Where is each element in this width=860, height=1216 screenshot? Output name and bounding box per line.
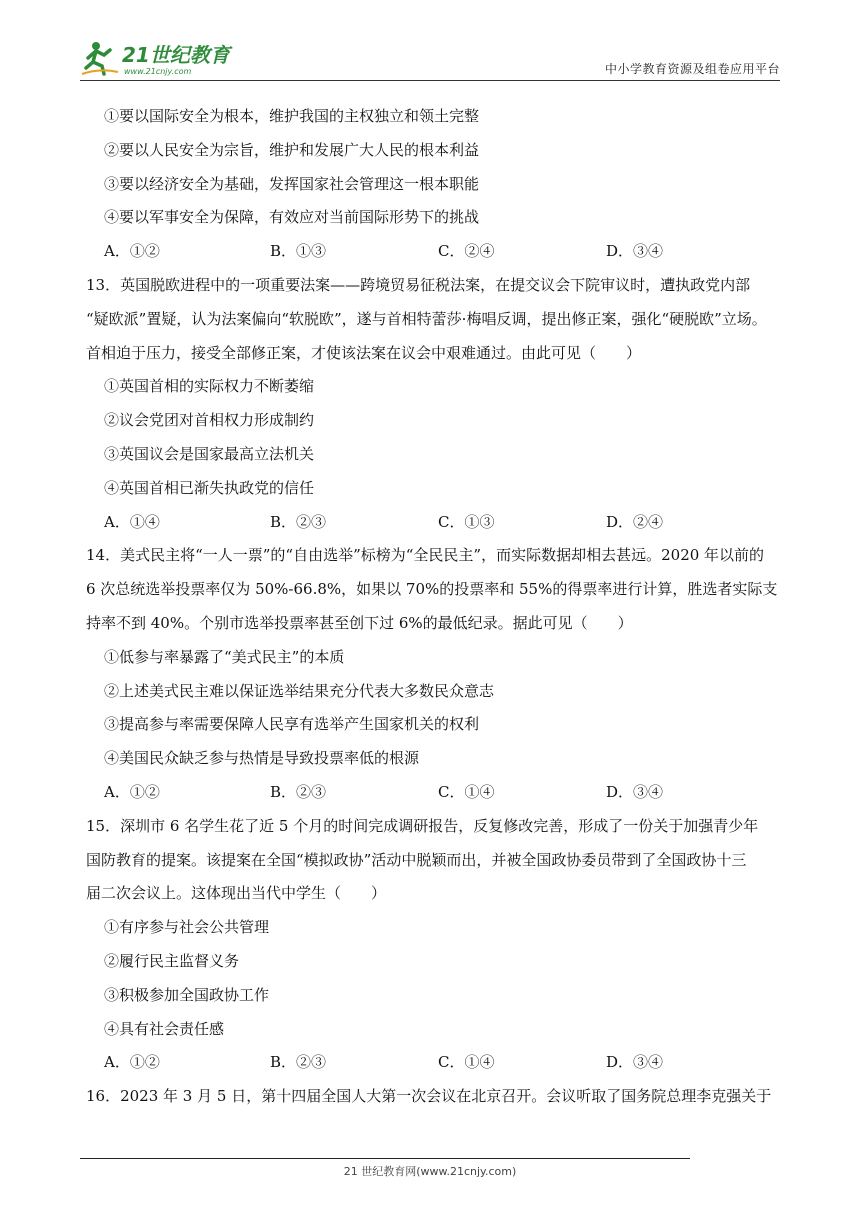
runner-icon — [82, 42, 118, 74]
choice-c: C．①④ — [438, 1053, 495, 1072]
choice-b: B．①③ — [270, 242, 327, 261]
choice-b: B．②③ — [270, 1053, 327, 1072]
option-3: ③要以经济安全为基础，发挥国家社会管理这一根本职能 — [104, 174, 480, 193]
option-2: ②履行民主监督义务 — [104, 951, 240, 970]
question-stem-line: 15．深圳市 6 名学生花了近 5 个月的时间完成调研报告，反复修改完善，形成了一份关于加强青少年 — [86, 816, 759, 835]
answer-choices — [86, 506, 786, 540]
question-13 — [86, 269, 786, 539]
choice-c: C．①④ — [438, 782, 495, 801]
svg-text:www.21cnjy.com: www.21cnjy.com — [124, 67, 192, 76]
choice-b: B．②③ — [270, 782, 327, 801]
svg-text:21世纪教育: 21世纪教育 — [122, 43, 230, 67]
answer-choices — [86, 1046, 786, 1080]
option-4: ④英国首相已渐失执政党的信任 — [104, 478, 315, 497]
option-4: ④具有社会责任感 — [104, 1019, 225, 1038]
question-stem-line: “疑欧派”置疑，认为法案偏向“软脱欧”，遂与首相特蕾莎·梅唱反调，提出修正案，强化“硬脱欧”立场。 — [86, 309, 767, 328]
choice-a: A．①② — [104, 242, 160, 261]
choice-d: D．③④ — [606, 242, 664, 261]
option-1: ①低参与率暴露了“美式民主”的本质 — [104, 647, 345, 666]
question-stem-line: 持率不到 40%。个别市选举投票率甚至创下过 6%的最低纪录。据此可见（ ） — [86, 613, 633, 632]
option-4: ④美国民众缺乏参与热情是导致投票率低的根源 — [104, 749, 420, 768]
question-14 — [86, 539, 786, 809]
site-logo — [80, 38, 250, 78]
question-12 — [86, 100, 786, 269]
choice-c: C．②④ — [438, 242, 495, 261]
choice-a: A．①② — [104, 1053, 160, 1072]
question-stem-line: 16．2023 年 3 月 5 日，第十四届全国人大第一次会议在北京召开。会议听取了国务院总理李克强关于 — [86, 1087, 772, 1106]
choice-c: C．①③ — [438, 512, 495, 531]
footer-divider — [80, 1158, 690, 1159]
choice-d: D．②④ — [606, 512, 664, 531]
page-footer: 21 世纪教育网(www.21cnjy.com) — [343, 1165, 517, 1178]
question-stem-line: 13．英国脱欧进程中的一项重要法案——跨境贸易征税法案，在提交议会下院审议时，遭执政党内部 — [86, 275, 751, 294]
question-stem-line: 14．美式民主将“一人一票”的“自由选举”标榜为“全民民主”，而实际数据却相去甚远。2020 年以前的 — [86, 546, 765, 565]
choice-d: D．③④ — [606, 782, 664, 801]
option-3: ③提高参与率需要保障人民享有选举产生国家机关的权利 — [104, 715, 480, 734]
option-2: ②议会党团对首相权力形成制约 — [104, 411, 315, 430]
option-2: ②要以人民安全为宗旨，维护和发展广大人民的根本利益 — [104, 140, 480, 159]
question-content — [86, 100, 786, 1114]
option-1: ①要以国际安全为根本，维护我国的主权独立和领土完整 — [104, 107, 480, 125]
question-15 — [86, 810, 786, 1080]
option-1: ①有序参与社会公共管理 — [104, 918, 270, 937]
choice-a: A．①② — [104, 782, 160, 801]
question-stem-line: 6 次总统选举投票率仅为 50%-66.8%，如果以 70%的投票率和 55%的得票率进行计算，胜选者实际支 — [86, 580, 778, 599]
option-4: ④要以军事安全为保障，有效应对当前国际形势下的挑战 — [104, 208, 480, 227]
choice-d: D．③④ — [606, 1053, 664, 1072]
option-3: ③积极参加全国政协工作 — [104, 985, 270, 1004]
question-16 — [86, 1080, 786, 1114]
choice-b: B．②③ — [270, 512, 327, 531]
choice-a: A．①④ — [104, 512, 160, 531]
option-3: ③英国议会是国家最高立法机关 — [104, 444, 315, 463]
answer-choices — [86, 235, 786, 269]
page-header — [80, 38, 780, 82]
answer-choices — [86, 776, 786, 810]
question-stem-line: 届二次会议上。这体现出当代中学生（ ） — [86, 884, 387, 903]
question-stem-line: 国防教育的提案。该提案在全国“模拟政协”活动中脱颖而出，并被全国政协委员带到了全国政协十三 — [86, 850, 747, 869]
question-stem-line: 首相迫于压力，接受全部修正案，才使该法案在议会中艰难通过。由此可见（ ） — [86, 343, 642, 362]
platform-name: 中小学教育资源及组卷应用平台 — [604, 62, 780, 76]
header-divider — [80, 80, 780, 81]
option-1: ①英国首相的实际权力不断萎缩 — [104, 377, 315, 396]
option-2: ②上述美式民主难以保证选举结果充分代表大多数民众意志 — [104, 681, 495, 700]
